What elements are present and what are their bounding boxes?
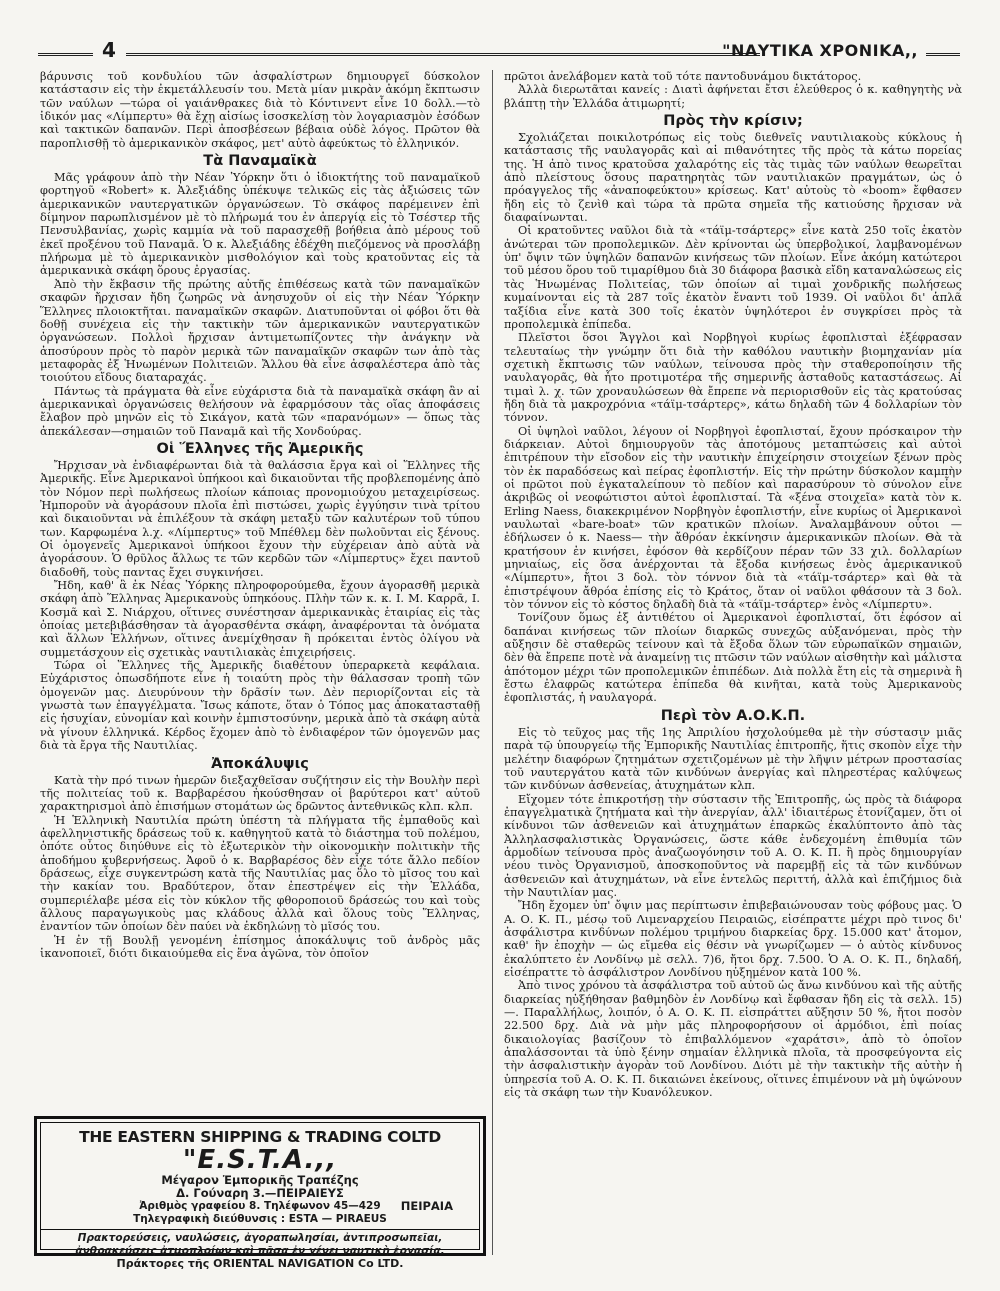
ad-services-line-1: Πρακτορεύσεις, ναυλώσεις, ἀγοραπωλησίαι, ἀντιπροσωπεῖαι, — [77, 1232, 443, 1244]
right-intro-paragraph: πρῶτοι ἀνελάβομεν κατὰ τοῦ τότε παντοδυνάμου δικτάτορος. — [504, 70, 862, 83]
article-paragraph: Ἡ Ἑλληνικὴ Ναυτιλία πρώτη ὑπέστη τὰ πλήγματα τῆς ἐμπαθοῦς καὶ ἀφελληνιστικῆς δράσεως τοῦ κ. καθηγητοῦ κατὰ τὸ διάστημα τοῦ πολέμου, ὁπότε οὗτος διηύθυνε εἰς τὸ ἐξωτερικὸν τὴν οἰκονομικὴν πολιτικὴν τῆς ἀποδήμου κυβερνήσεως. Ἀφοῦ ὁ κ. Βαρβαρέσος δὲν εἶχε τότε ἄλλο πεδίον δράσεως, εἶχε συγκεντρώση κατὰ τῆς Ναυτιλίας μας ὅλο τὸ μῖσος του καὶ τὴν κακίαν του. Βραδύτερον, ὅταν ἐπεστρέψεν εἰς τὴν Ἑλλάδα, συμπεριέλαβε μέσα εἰς τὸν κύκλον τῆς φθοροποιοῦ δράσεώς του καὶ τοὺς ἄλλους παραγωγικοὺς μας κλάδους ἀλλὰ καὶ ὅλους τοὺς Ἕλληνας, ἐναντίον τῶν ὁποίων δὲν παύει νὰ ἐκδηλώνῃ τὸ μῖσός του. — [40, 813, 480, 934]
article-paragraph: Ἤρχισαν νὰ ἐνδιαφέρωνται διὰ τὰ θαλάσσια ἔργα καὶ οἱ Ἕλληνες τῆς Ἀμερικῆς. Εἶνε Ἀμερικανοὶ ὑπήκοοι καὶ δικαιοῦνται τῆς προβλεπομένης ἀπὸ τὸν Νόμον περὶ πωλήσεως πλοίων κάποιας προνομιούχου μεταχειρίσεως. Ἠμποροῦν νὰ ἀγοράσουν πλοῖα ἐπὶ πιστώσει, χωρὶς ἐγγύησιν τινὰ τρίτου καὶ δικαιοῦνται νὰ ἐπιλέξουν τὰ σκάφη μεταξὺ τῶν καλυτέρων τοῦ τύπου των. Καρφωμένα λ.χ. «Λίμπερτυς» τοῦ Μπέθλεμ δὲν πωλοῦνται εἰς ξένους. Οἱ ὁμογενεῖς Ἀμερικανοὶ ὑπήκοοι ἔχουν τὴν εὐχέρειαν ἀπὸ αὐτὰ νὰ ἀγοράσουν. Ὁ θρῦλος ἄλλως τε τῶν κερδῶν τῶν «Λίμπερτυς» ἔχει παντοῦ διαδοθῆ, τοὺς παντας ἔχει συγκινήσει. — [40, 458, 480, 579]
article-paragraph: Οἱ κρατοῦντες ναῦλοι διὰ τὰ «τάϊμ-τσάρτερς» εἶνε κατὰ 250 τοῖς ἑκατὸν ἀνώτεραι τῶν προπολεμικῶν. Δὲν κρίνονται ὡς ὑπερβολικοί, λαμβανομένων ὑπ' ὄψιν τῶν ὑψηλῶν δαπανῶν κινήσεως τῶν πλοίων. Εἶνε ἀκόμη κατώτεροι τοῦ μέσου ὅρου τοῦ τιμαρίθμου διὰ 30 διάφορα βασικὰ εἴδη καταναλώσεως εἰς τὰς Ἡνωμένας Πολιτείας, τῶν ὁποίων αἱ τιμαὶ χονδρικῆς πωλήσεως κυμαίνονται εἰς τὰ 287 τοῖς ἑκατὸν ἔναντι τοῦ 1939. Οἱ ναῦλοι δι' ἁπλᾶ ταξίδια εἶνε κατὰ 300 τοῖς ἑκατὸν ὑψηλότεροι ἐν συγκρίσει πρὸς τὰ προπολεμικὰ ἐπίπεδα. — [504, 224, 962, 331]
left-intro-paragraph: βάρυνσις τοῦ κονδυλίου τῶν ἀσφαλίστρων δημιουργεῖ δύσκολον κατάστασιν εἰς τὴν ἐκμετάλλευσίν του. Μετὰ μίαν μικρὰν ἀκόμη ἔκπτωσιν τῶν ναύλων —τώρα οἱ γαιάνθρακες διὰ τὸ Κόντινεντ εἶνε 10 δολλ.—τὸ ἰδικόν μας «Λίμπερτυ» θὰ ἔχῃ αἰσίως ἰσοσκελίσῃ τὸν λογαριασμὸν ἐσόδων καὶ τακτικῶν δαπανῶν. Περὶ ἀποσβέσεων βέβαια οὐδὲ λόγος. Πρῶτον θὰ παροπλισθῇ τὸ ἀμερικανικὸν σκάφος, μετ' αὐτὸ ἀφεύκτως τὸ ἑλληνικόν. — [40, 70, 480, 150]
ad-address: Δ. Γούναρη 3.—ΠΕΙΡΑΙΕΥΣ — [176, 1186, 344, 1200]
ad-phone-line — [41, 1200, 479, 1213]
article-paragraph: Ἤδη ἔχομεν ὑπ' ὄψιν μας περίπτωσιν ἐπιβεβαιώνουσαν τοὺς φόβους μας. Ὁ Α. Ο. Κ. Π., μέσῳ τοῦ Λιμεναρχείου Πειραιῶς, εἰσέπραττε μέχρι πρὸ τινος δι' ἀσφάλιστρα κινδύνων πολέμου τριμήνου διαρκείας δρχ. 15.000 κατ' ἄτομον, καθ' ἣν ἐποχὴν — ὡς εἴμεθα εἰς θέσιν νὰ γνωρίζωμεν — ὁ αὐτὸς κίνδυνος ἐκαλύπτετο ἐν Λονδίνῳ μὲ σελλ. 7)6, ἤτοι δρχ. 7.500. Ὁ Α. Ο. Κ. Π., δηλαδή, εἰσέπραττε τὸ ἀσφάλιστρον Λονδίνου ηὐξημένον κατὰ 100 %. — [504, 899, 962, 979]
advertisement-esta — [34, 1116, 486, 1270]
article-paragraph: Ἡ ἐν τῇ Βουλῇ γενομένη ἐπίσημος ἀποκάλυψις τοῦ ἀνδρὸς μᾶς ἱκανοποιεῖ, διότι δικαιούμεθα εἰς ἕνα ἀγῶνα, τὸν ὁποῖον — [40, 933, 480, 960]
left-column — [40, 70, 480, 1110]
ad-telegraph: Τηλεγραφικὴ διεύθυνσις : ESTA — PIRAEUS — [133, 1213, 387, 1225]
article-paragraph: Πάντως τὰ πράγματα θὰ εἶνε εὐχάριστα διὰ τὰ παναμαϊκὰ σκάφη ἂν αἱ ἀμερικανικαὶ ὀργανώσεις θελήσουν νὰ ἐφαρμόσουν τὰς οἵας ἀποφάσεις ἔλαβον πρὸ μηνῶν εἰς τὸ Σικάγον, κατὰ τῶν «παρανόμων» — ὅπως τὰς ἀπεκάλεσαν—σημαιῶν τοῦ Παναμᾶ καὶ τῆς Χονδούρας. — [40, 384, 480, 438]
article-paragraph: Ἀπὸ τὴν ἔκβασιν τῆς πρώτης αὐτῆς ἐπιθέσεως κατὰ τῶν παναμαϊκῶν σκαφῶν ἤρχισαν ἤδη ζωηρῶς νὰ ἀνησυχοῦν οἱ εἰς τὴν Νέαν Ὑόρκην Ἕλληνες πλοιοκτῆται. παναμαϊκῶν σκαφῶν. Διατυποῦνται οἱ φόβοι ὅτι θὰ δοθῇ συνέχεια εἰς τὴν τακτικὴν τῶν ἀμερικανικῶν ναυτεργατικῶν ὀργανώσεων. Πολλοὶ ἤρχισαν ἀντιμετωπίζοντες τὴν ἀνάγκην νὰ ἀποσύρουν πρὸς τὸ παρὸν μερικὰ τῶν παναμαϊκῶν σκαφῶν των ἀπὸ τὰς μεταφορὰς ἐξ Ἡνωμένων Πολιτειῶν. Ἄλλου θὰ εἶνε ἀσφαλέστερα ἀπὸ τὰς τοιούτου εἴδους διαταραχάς. — [40, 277, 480, 385]
article-paragraph: Κατὰ τὴν πρό τινων ἡμερῶν διεξαχθεῖσαν συζήτησιν εἰς τὴν Βουλὴν περὶ τῆς πολιτείας τοῦ κ. Βαρβαρέσου ἠκούσθησαν οἱ βαρύτεροι κατ' αὐτοῦ χαρακτηρισμοὶ ἀπὸ ἐπισήμων στομάτων ὡς δρῶντος ἀντεθνικῶς κλπ. κλπ. — [40, 773, 480, 814]
article-paragraph: Πλεῖστοι ὅσοι Ἄγγλοι καὶ Νορβηγοὶ κυρίως ἐφοπλισταὶ ἐξέφρασαν τελευταίως τὴν γνώμην ὅτι διὰ τὴν καθόλου ναυτικὴν βιομηχανίαν μία σχετικὴ ἔκπτωσις τῶν ναύλων, τείνουσα πρὸς τὴν σταθεροποίησιν τῆς ναυλαγορᾶς, θὰ ἦτο προτιμοτέρα τῆς σημερινῆς ἀσταθοῦς καταστάσεως. Αἱ τιμαὶ λ. χ. τῶν χροναυλώσεων θὰ ἔπρεπε νὰ περιορισθοῦν εἰς τὰς κρατούσας ἤδη διὰ τὰ μακροχρόνια «τάϊμ-τσάρτερς», κάτω δηλαδὴ τῶν 4 δολλαρίων τὸν τόννον. — [504, 331, 962, 425]
section-title-pros-tin-krisin: Πρὸς τὴν κρίσιν; — [663, 113, 803, 130]
article-paragraph: Οἱ ὑψηλοὶ ναῦλοι, λέγουν οἱ Νορβηγοὶ ἐφοπλισταί, ἔχουν πρόσκαιρον τὴν διάρκειαν. Αὐτοὶ δημιουργοῦν τὰς ἀποτόμους μεταπτώσεις καὶ αὐτοὶ ἐπιτρέπουν τὴν εἴσοδον εἰς τὴν ναυτικὴν ἐπιχείρησιν στοιχείων ξένων πρὸς τὸν ἐκ παραδόσεως καὶ πείρας ἐφοπλιστήν. Εἰς τὴν πρώτην δύσκολον καμπὴν οἱ πρῶτοι ποὺ ἐγκαταλείπουν τὸ πεδίον καὶ παρασύρουν τὸ σύνολον εἶνε ἀκριβῶς οἱ νεοφώτιστοι αὐτοὶ ἐφοπλισταί. Τὰ «ξένα στοιχεῖα» κατὰ τὸν κ. Erling Naess, διακεκριμένον Νορβηγὸν ἐφοπλιστήν, εἶνε κυρίως οἱ Ἀμερικανοὶ ναυλωταὶ «bare-boat» τῶν κρατικῶν πλοίων. Ἀναλαμβάνουν οὗτοι —ἐδήλωσεν ὁ κ. Naess— τὴν ἄθρόαν ἐκκίνησιν ἀμερικανικῶν πλοίων. Θὰ τὰ κρατήσουν ἐν κινήσει, ἐφόσον θὰ κερδίζουν πέραν τῶν 33 χιλ. δολλαρίων μηνιαίως, εἰς ὅσα ἀνέρχονται τὰ ἔξοδα κινήσεως ἑνὸς ἀμερικανικοῦ «Λίμπερτυ», ἤτοι 3 δολ. τὸν τόννον διὰ τὰ «τάϊμ-τσάρτερ» καὶ θὰ τὰ ἐπιστρέψουν ἄθρόα ἐπίσης εἰς τὸ Κράτος, ὅταν οἱ ναῦλοι φθάσουν τὰ 3 δολ. τὸν τόννον εἰς τὸ κόστος δηλαδὴ διὰ τὰ «τάϊμ-τσάρτερ» ἑνὸς «Λίμπερτυ». — [504, 424, 962, 612]
masthead-rule-right — [926, 53, 960, 56]
masthead-rule-left — [38, 53, 93, 56]
ad-separator — [41, 1229, 479, 1230]
article-paragraph: Ἀπὸ τινος χρόνου τὰ ἀσφάλιστρα τοῦ αὐτοῦ ὡς ἄνω κινδύνου καὶ τῆς αὐτῆς διαρκείας ηὐξήθησαν βαθμηδὸν ἐν Λονδίνῳ καὶ ἔφθασαν ἤδη εἰς τὰ σελλ. 15)—. Παραλλήλως, λοιπόν, ὁ Α. Ο. Κ. Π. εἰσπράττει αὔξησιν 50 %, ἤτοι ποσὸν 22.500 δρχ. Διὰ νὰ μὴν μᾶς πληροφορήσουν οἱ ἁρμόδιοι, ἐπὶ ποίας δικαιολογίας βασίζουν τὸ ἐπιβαλλόμενον «χαράτσι», ἀπὸ τὸ ὁποῖον ἀπαλάσσονται τὰ ὑπὸ ξένην σημαίαν ἑλληνικὰ πλοῖα, τὰ προσφεύγοντα εἰς τὴν ἀσφαλιστικὴν ἀγορὰν τοῦ Λονδίνου. Διότι μὲ τὴν τακτικὴν τῆς αὐτὴν ἡ ὑπηρεσία τοῦ Α. Ο. Κ. Π. δικαιώνει ἐκείνους, οἵτινες ἐπιμένουν νὰ μὴ ὑψώνουν εἰς τὰ σκάφη των τὴν Κυανόλευκον. — [504, 979, 962, 1100]
masthead — [38, 38, 960, 64]
article-paragraph: Τονίζουν ὅμως ἐξ ἀντιθέτου οἱ Ἀμερικανοὶ ἐφοπλισταί, ὅτι ἐφόσον αἱ δαπάναι κινήσεως τῶν πλοίων διαρκῶς συνεχῶς αὐξανόμεναι, πρὸς τὴν αὔξησιν δὲ σταθερῶς τείνουν καὶ τὰ ἔξοδα ὅλων τῶν εὐρωπαϊκῶν σημαιῶν, δὲν θὰ ἔπρεπε ποτὲ νὰ ἀναμείνῃ τις πτῶσιν τῶν ναύλων αἰσθητὴν καὶ μάλιστα ἀπότομον μέχρι τῶν προπολεμικῶν ἐπιπέδων. Διὰ πολλὰ ἔτη εἰς τὰ σημερινὰ ἢ ἔστω ἐλαφρῶς κατώτερα ἐπίπεδα θὰ κινῆται, κατὰ τοὺς Ἀμερικανοὺς ἐφοπλιστάς, ἡ ναυλαγορά. — [504, 611, 962, 705]
page-number: 4 — [102, 38, 116, 62]
section-title-apokalypsis: Ἀποκάλυψις — [211, 755, 309, 772]
article-paragraph: Σχολιάζεται ποικιλοτρόπως εἰς τοὺς διεθνεῖς ναυτιλιακοὺς κύκλους ἡ κατάστασις τῆς ναυλαγορᾶς καὶ αἱ πιθανότητες τῆς πρὸς τὰ κάτω πορείας της. Ἡ ἀπὸ τινος κρατοῦσα χαλαρότης εἰς τὰς τιμὰς τῶν ναύλων θεωρεῖται ἀπὸ πλείστους ὅσους παρατηρητὰς τῶν ναυτιλιακῶν πραγμάτων, ὡς ὁ πρόαγγελος τῆς «ἀναποφεύκτου» κρίσεως. Κατ' αὐτοὺς τὸ «boom» ἔφθασεν ἤδη εἰς τὸ ζενὶθ καὶ τώρα τὰ πρῶτα σημεῖα τῆς κατιούσης ἤρχισαν νὰ διαφαίνωνται. — [504, 131, 962, 225]
ad-company-name: THE EASTERN SHIPPING & TRADING COLTD — [79, 1128, 441, 1146]
right-column — [504, 70, 962, 1255]
ad-short-name: "E.S.T.A.,, — [182, 1145, 338, 1175]
article-paragraph: Μᾶς γράφουν ἀπὸ τὴν Νέαν Ὑόρκην ὅτι ὁ ἰδιοκτήτης τοῦ παναμαϊκοῦ φορτηγοῦ «Robert» κ. Ἀλεξιάδης ὑπέκυψε τελικῶς εἰς τὰς ἀξιώσεις τῶν ἀμερικανικῶν ναυτεργατικῶν ὀργανώσεων. Τὸ σκάφος παρέμεινεν ἐπὶ δίμηνον παρωπλισμένον μὲ τὸ πλήρωμά του ἐν ἀπεργίᾳ εἰς τὸ Τσέστερ τῆς Πενσυλβανίας, χωρὶς καμμία νὰ τοῦ παρασχεθῇ βοήθεια ἀπὸ μέρους τοῦ ἐκεῖ προξένου τοῦ Παναμᾶ. Ὁ κ. Ἀλεξιάδης ἐδέχθη πιεζόμενος νὰ προσλάβῃ πλήρωμα μὲ τὸ ἀμερικανικὸν μισθολόγιον καὶ τοὺς κρατοῦντας εἰς τὰ ἀμερικανικὰ σκάφη ὅρους ἐργασίας. — [40, 171, 480, 278]
ad-building: Μέγαρον Ἐμπορικῆς Τραπέζης — [161, 1173, 359, 1187]
article-paragraph: Τώρα οἱ Ἕλληνες τῆς Ἀμερικῆς διαθέτουν ὑπεραρκετὰ κεφάλαια. Εὐχάριστος ὁπωσδήποτε εἶνε ἡ τοιαύτη πρὸς τὴν θάλασσαν τροπὴ τῶν ὁμογενῶν μας. Διευρύνουν τὴν δρᾶσίν των. Δὲν περιορίζονται εἰς τὰ γνωστὰ των ἐπαγγέλματα. Ἴσως κάποτε, ὅταν ὁ Τόπος μας ἀποκατασταθῇ εἰς ἡσυχίαν, εὐνομίαν καὶ κοινὴν ἐμπιστοσύνην, μερικὰ ἀπὸ τὰ σκάφη αὐτὰ νὰ γίνουν ἑλληνικά. Κέρδος ἔχομεν ἀπὸ τὸ ἐνδιαφέρον τῶν ὁμογενῶν μας διὰ τὰ ἔργα τῆς Ναυτιλίας. — [40, 659, 480, 753]
ad-agents: Πράκτορες τῆς ORIENTAL NAVIGATION Co LTD. — [116, 1257, 404, 1270]
article-paragraph: Εἴχομεν τότε ἐπικροτήσῃ τὴν σύστασιν τῆς Ἐπιτροπῆς, ὡς πρὸς τὰ διάφορα ἐπαγγελματικὰ ζητήματα καὶ τὴν ἀνεργίαν, ἀλλ' ἰδιαιτέρως ἐτονίζαμεν, ὅτι οἱ κίνδυνοι τῶν ἀσθενειῶν καὶ ἀτυχημάτων ἐπαρκῶς ἐκαλύπτοντο ἀπὸ τὰς Ἀλληλασφαλιστικὰς Ὀργανώσεις, ὥστε κάθε ἐνδεχομένη ἐπιθυμία τῶν ἁρμοδίων τείνουσα πρὸς ἀναζωογόνησιν τοῦ Α. Ο. Κ. Π. ἢ πρὸς δημιουργίαν νέου τινὸς Ὀργανισμοῦ, ἀποσκοποῦντος νὰ παρεμβῇ εἰς τὰ τῶν κινδύνων ἀσθενειῶν καὶ ἀτυχημάτων, νὰ εἶνε ἐντελῶς περιττή, ἀλλὰ καὶ ἐπιζήμιος διὰ τὴν Ναυτιλίαν μας. — [504, 792, 962, 899]
masthead-rule-middle — [126, 53, 760, 56]
section-title-panamaika: Τὰ Παναμαϊκὰ — [203, 153, 317, 170]
right-intro-paragraph: Ἀλλὰ διερωτᾶται κανείς : Διατὶ ἀφήνεται ἔτσι ἐλεύθερος ὁ κ. καθηγητὴς νὰ βλάπτῃ τὴν Ἑλλάδα ἀτιμωρητί; — [504, 83, 962, 110]
ad-inner-border — [40, 1122, 480, 1270]
section-title-hellenes-amerikis: Οἱ Ἕλληνες τῆς Ἀμερικῆς — [156, 440, 364, 457]
column-divider — [492, 70, 493, 1255]
section-title-aokp: Περὶ τὸν Α.Ο.Κ.Π. — [660, 707, 806, 724]
article-paragraph: Εἰς τὸ τεῦχος μας τῆς 1ης Ἀπριλίου ἠσχολούμεθα μὲ τὴν σύστασιν μιᾶς παρὰ τῷ ὑπουργείῳ τῆς Ἐμπορικῆς Ναυτιλίας ἐπιτροπῆς, ἥτις σκοπὸν εἶχε τὴν μελέτην διαφόρων ζητημάτων σχετιζομένων μὲ τὴν λῆψιν μέτρων προστασίας τοῦ ναυτεργάτου κατὰ τῶν κινδύνων ἀνεργίας καὶ πληρεστέρας καλύψεως τῶν κινδύνων ἀσθενείας, ἀτυχημάτων κλπ. — [504, 725, 962, 793]
ad-phone: Ἀριθμὸς γραφείου 8. Τηλέφωνον 45—429 — [139, 1200, 381, 1212]
ad-city: ΠΕΙΡΑΙΑ — [400, 1199, 453, 1213]
article-paragraph: Ἤδη, καθ' ἃ ἐκ Νέας Ὑόρκης πληροφορούμεθα, ἔχουν ἀγορασθῆ μερικὰ σκάφη ἀπὸ Ἕλληνας Ἀμερικανοὺς ὑπηκόους. Πλὴν τῶν κ. κ. Ι. Μ. Καρρᾶ, Ι. Κοσμᾶ καὶ Σ. Νιάρχου, οἵτινες συνέστησαν ἀμερικανικὰς ἑταιρίας εἰς τὰς ὁποίας μετεβιβάσθησαν τὰ ἀγορασθέντα σκάφη, ἀναφέρονται τὰ ὀνόματα καὶ ἄλλων Ἑλλήνων, οἵτινες ἀνεμίχθησαν ἢ πρόκειται ἐντὸς ὀλίγου νὰ συμμετάσχουν εἰς σχετικὰς ναυτιλιακὰς ἐπιχειρήσεις. — [40, 579, 480, 659]
ad-services-line-2: ἀνθρακεύσεις ἀτμοπλοίων καὶ πᾶσα ἐν γένει ναυτικὴ ἐργασία. — [75, 1244, 445, 1257]
publication-title: "ΝΑΥΤΙΚΑ ΧΡΟΝΙΚΑ,, — [722, 41, 918, 60]
